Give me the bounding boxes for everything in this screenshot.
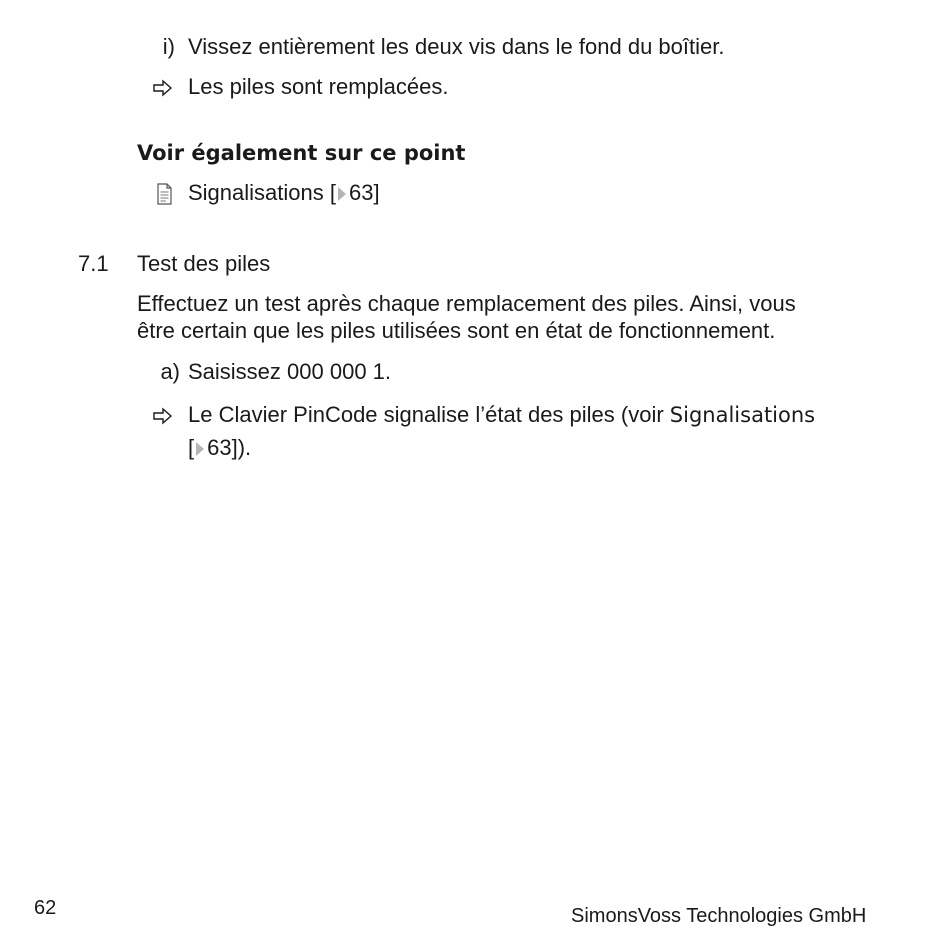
section-title: Test des piles bbox=[137, 251, 271, 276]
result-text-2-page[interactable]: 63 bbox=[207, 435, 232, 460]
result-text-1: Les piles sont remplacées. bbox=[188, 74, 449, 99]
result-text-2-open: [ bbox=[188, 435, 195, 460]
page-ref-triangle-icon bbox=[338, 187, 346, 201]
result-arrow-icon bbox=[152, 402, 174, 430]
see-also-link-page: 63 bbox=[348, 180, 374, 205]
section-paragraph-line-1: Effectuez un test après chaque remplacement des piles. Ainsi, vous bbox=[137, 291, 796, 316]
signalisations-link[interactable]: Signalisations bbox=[669, 403, 816, 427]
page-ref-triangle-icon bbox=[196, 442, 204, 456]
see-also-link-text: Signalisations [ bbox=[188, 180, 336, 205]
footer-company: SimonsVoss Technologies GmbH bbox=[571, 905, 867, 927]
see-also-link-close: ] bbox=[373, 180, 380, 205]
step-text-a: Saisissez 000 000 1. bbox=[188, 359, 392, 384]
result-text-2-prefix: Le Clavier PinCode signalise l’état des piles (voir bbox=[188, 402, 670, 427]
result-text-2-line-2 bbox=[188, 434, 251, 462]
step-marker-a: a) bbox=[160, 359, 180, 384]
step-marker-i: i) bbox=[162, 34, 175, 59]
page-number: 62 bbox=[34, 897, 57, 919]
step-text-i: Vissez entièrement les deux vis dans le fond du boîtier. bbox=[188, 34, 725, 59]
result-text-2-line-1 bbox=[188, 401, 815, 429]
document-icon bbox=[156, 180, 174, 208]
section-paragraph-line-2: être certain que les piles utilisées sont en état de fonctionnement. bbox=[137, 318, 776, 343]
see-also-link[interactable] bbox=[188, 179, 380, 207]
section-number: 7.1 bbox=[78, 251, 109, 276]
result-arrow-icon bbox=[152, 74, 174, 102]
result-text-2-close: ]). bbox=[231, 435, 252, 460]
see-also-heading: Voir également sur ce point bbox=[137, 141, 466, 165]
